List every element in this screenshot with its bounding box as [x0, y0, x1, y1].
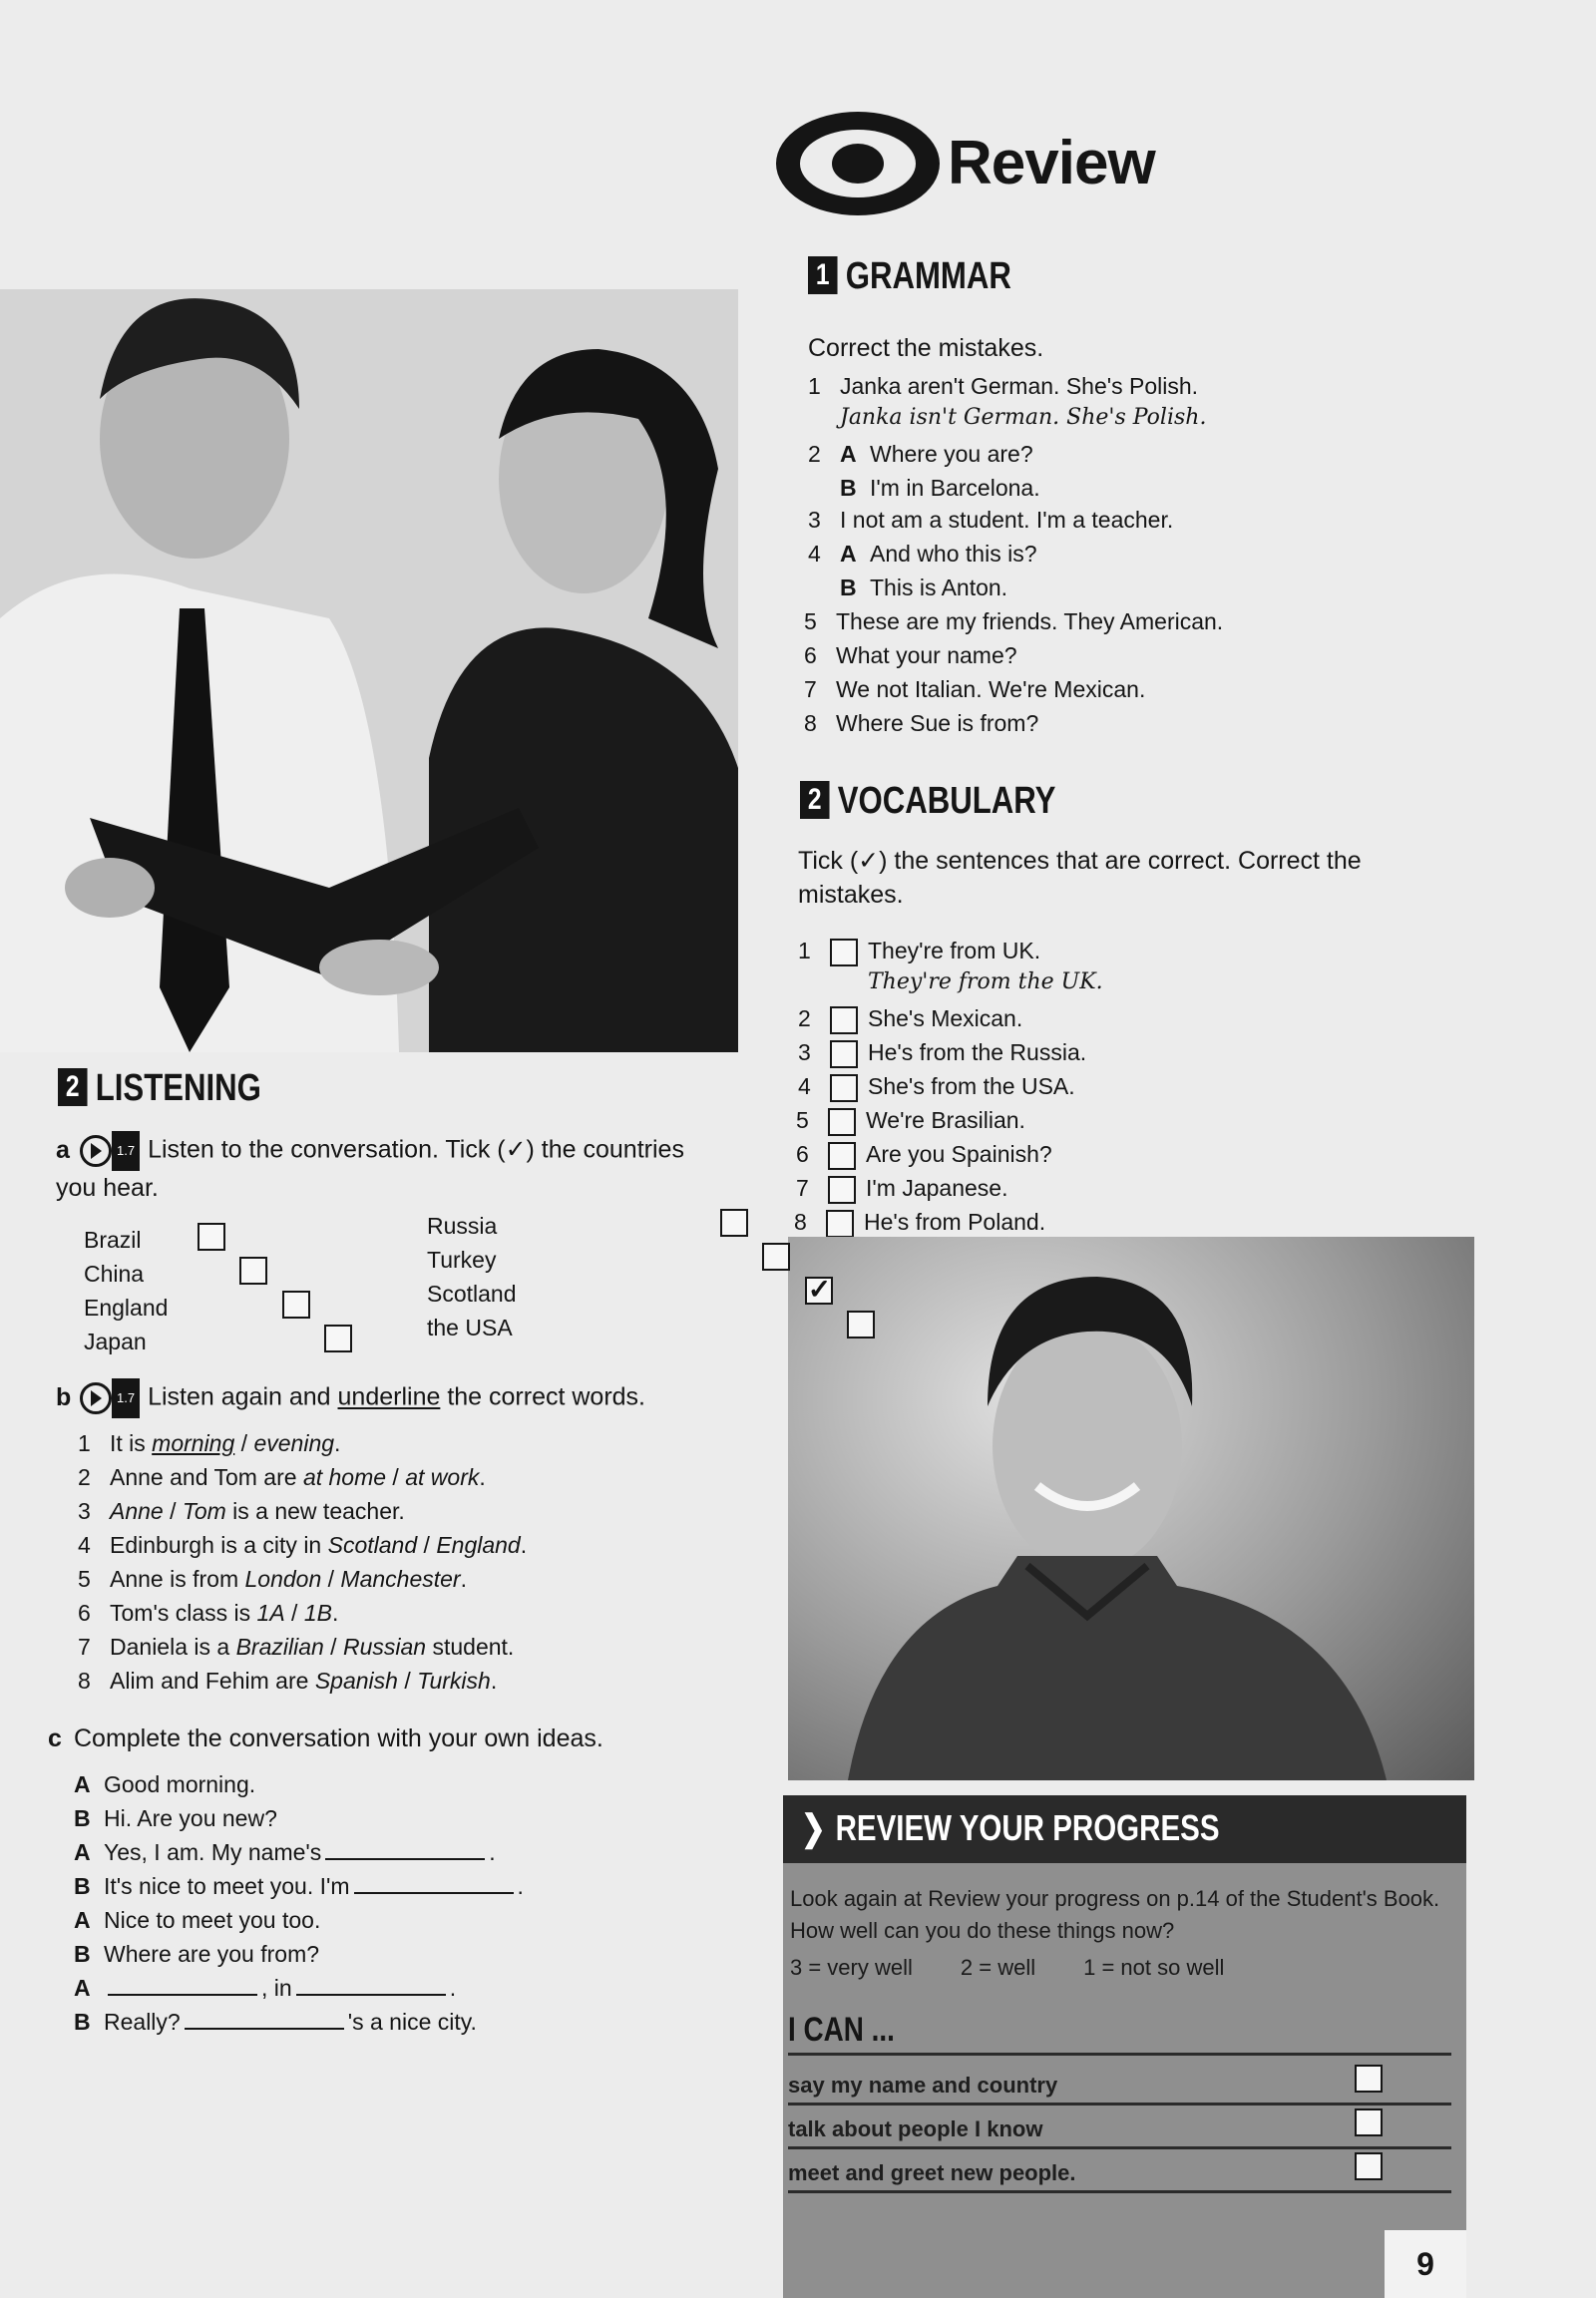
ican-row-3: meet and greet new people. — [788, 2150, 1451, 2193]
listening-heading — [58, 1067, 261, 1110]
conversation-line-7: A , in . — [74, 1975, 457, 2001]
listening-b-item-4: 4 Edinburgh is a city in Scotland / England. — [78, 1532, 528, 1558]
grammar-item-8: 8 Where Sue is from? — [804, 710, 1039, 736]
grammar-item-2a: 2 A Where you are? — [808, 441, 1033, 467]
review-title: Review — [948, 129, 1155, 197]
grammar-item-2b: B I'm in Barcelona. — [840, 475, 1040, 501]
vocab-checkbox-4[interactable] — [830, 1074, 858, 1102]
progress-header — [783, 1795, 1466, 1863]
answer-blank[interactable] — [108, 1994, 257, 1996]
ican-checkbox-2[interactable] — [1355, 2108, 1383, 2136]
listening-b-item-8: 8 Alim and Fehim are Spanish / Turkish. — [78, 1668, 498, 1694]
checkbox-scotland[interactable] — [805, 1277, 833, 1305]
grammar-item-1-answer: Janka isn't German. She's Polish. — [840, 405, 1207, 430]
vocab-item-8: 8 He's from Poland. — [794, 1209, 1045, 1238]
vocab-item-1: 1 They're from UK. — [798, 938, 1040, 966]
listening-b-item-1: 1 It is morning / evening. — [78, 1430, 341, 1456]
ican-row-1: say my name and country — [788, 2063, 1451, 2106]
vocab-checkbox-5[interactable] — [828, 1108, 856, 1136]
country-russia: Russia — [427, 1213, 498, 1239]
vocab-checkbox-6[interactable] — [828, 1142, 856, 1170]
vocab-item-2: 2 She's Mexican. — [798, 1005, 1022, 1034]
country-japan: Japan — [84, 1329, 147, 1354]
checkbox-brazil[interactable] — [198, 1223, 225, 1251]
listening-b-item-6: 6 Tom's class is 1A / 1B. — [78, 1600, 339, 1626]
listening-title: LISTENING — [95, 1067, 261, 1109]
grammar-heading — [808, 255, 1011, 298]
review-logo-icon — [774, 110, 942, 217]
vocab-checkbox-3[interactable] — [830, 1040, 858, 1068]
grammar-item-3: 3 I not am a student. I'm a teacher. — [808, 507, 1174, 533]
checkbox-china[interactable] — [239, 1257, 267, 1285]
checkbox-the-usa[interactable] — [847, 1311, 875, 1339]
vocab-checkbox-7[interactable] — [828, 1176, 856, 1204]
progress-intro: Look again at Review your progress on p.14 of the Student's Book. How well can you do these things now? — [790, 1886, 1440, 1943]
checkbox-russia[interactable] — [720, 1209, 748, 1237]
progress-scale: 3 = very well 2 = well 1 = not so well — [790, 1955, 1225, 1980]
vocab-checkbox-1[interactable] — [830, 939, 858, 966]
grammar-item-1: 1 Janka aren't German. She's Polish. — [808, 373, 1199, 399]
answer-blank[interactable] — [185, 2028, 344, 2030]
ican-checkbox-1[interactable] — [1355, 2065, 1383, 2093]
vocabulary-number: 2 — [800, 781, 830, 819]
conversation-line-8: B Really? 's a nice city. — [74, 2009, 477, 2035]
answer-blank[interactable] — [354, 1892, 514, 1894]
checkbox-turkey[interactable] — [762, 1243, 790, 1271]
vocabulary-heading — [800, 780, 1055, 823]
listening-b-item-2: 2 Anne and Tom are at home / at work. — [78, 1464, 486, 1490]
vocab-item-3: 3 He's from the Russia. — [798, 1039, 1086, 1068]
vocabulary-instruction: Tick (✓) the sentences that are correct. Correct the mistakes. — [798, 847, 1362, 909]
country-china: China — [84, 1261, 145, 1287]
grammar-item-5: 5 These are my friends. They American. — [804, 608, 1224, 634]
grammar-item-4b: B This is Anton. — [840, 574, 1008, 600]
progress-title: ❯ REVIEW YOUR PROGRESS — [801, 1807, 1220, 1848]
listening-b-item-7: 7 Daniela is a Brazilian / Russian student. — [78, 1634, 515, 1660]
track-badge: 1.7 — [112, 1378, 140, 1418]
conversation-line-3: A Yes, I am. My name's . — [74, 1839, 496, 1865]
listening-b-item-5: 5 Anne is from London / Manchester. — [78, 1566, 467, 1592]
listening-b-item-3: 3 Anne / Tom is a new teacher. — [78, 1498, 405, 1524]
listening-c: c Complete the conversation with your own ideas. — [48, 1724, 603, 1752]
ican-divider — [788, 2053, 1451, 2056]
vocab-checkbox-8[interactable] — [826, 1210, 854, 1238]
ican-heading: I CAN ... — [788, 2011, 895, 2049]
ican-row-2: talk about people I know — [788, 2106, 1451, 2149]
country-turkey: Turkey — [427, 1247, 497, 1273]
listening-a: a 1.7 Listen to the conversation. Tick (✓) the countries you hear. — [56, 1131, 694, 1205]
conversation-line-4: B It's nice to meet you. I'm . — [74, 1873, 524, 1899]
grammar-title: GRAMMAR — [845, 255, 1011, 297]
country-the-usa: the USA — [427, 1315, 513, 1340]
conversation-line-5: A Nice to meet you too. — [74, 1907, 321, 1933]
vocab-item-7: 7 I'm Japanese. — [796, 1175, 1007, 1204]
country-scotland: Scotland — [427, 1281, 517, 1307]
arrow-icon: ❯ — [801, 1807, 826, 1848]
conversation-line-2: B Hi. Are you new? — [74, 1805, 277, 1831]
grammar-item-6: 6 What your name? — [804, 642, 1017, 668]
track-badge: 1.7 — [112, 1131, 140, 1171]
listening-number: 2 — [58, 1068, 88, 1106]
country-england: England — [84, 1295, 169, 1321]
play-audio-icon[interactable] — [80, 1382, 112, 1414]
vocabulary-title: VOCABULARY — [837, 780, 1056, 822]
grammar-instruction: Correct the mistakes. — [808, 334, 1044, 362]
vocab-checkbox-2[interactable] — [830, 1006, 858, 1034]
ican-checkbox-3[interactable] — [1355, 2152, 1383, 2180]
play-audio-icon[interactable] — [80, 1135, 112, 1167]
photo-young-man — [788, 1237, 1474, 1780]
page-number: 9 — [1385, 2230, 1466, 2298]
grammar-number: 1 — [808, 256, 838, 294]
vocab-item-1-answer: They're from the UK. — [868, 969, 1103, 994]
photo-two-people — [0, 289, 738, 1052]
listening-b: b 1.7 Listen again and underline the correct words. — [56, 1378, 645, 1418]
vocab-item-6: 6 Are you Spainish? — [796, 1141, 1052, 1170]
country-brazil: Brazil — [84, 1227, 142, 1253]
grammar-item-4a: 4 A And who this is? — [808, 541, 1037, 567]
checkbox-england[interactable] — [282, 1291, 310, 1319]
answer-blank[interactable] — [325, 1858, 485, 1860]
checkbox-japan[interactable] — [324, 1325, 352, 1352]
vocab-item-4: 4 She's from the USA. — [798, 1073, 1075, 1102]
grammar-item-7: 7 We not Italian. We're Mexican. — [804, 676, 1146, 702]
conversation-line-6: B Where are you from? — [74, 1941, 320, 1967]
conversation-line-1: A Good morning. — [74, 1771, 256, 1797]
answer-blank[interactable] — [296, 1994, 446, 1996]
vocab-item-5: 5 We're Brasilian. — [796, 1107, 1025, 1136]
